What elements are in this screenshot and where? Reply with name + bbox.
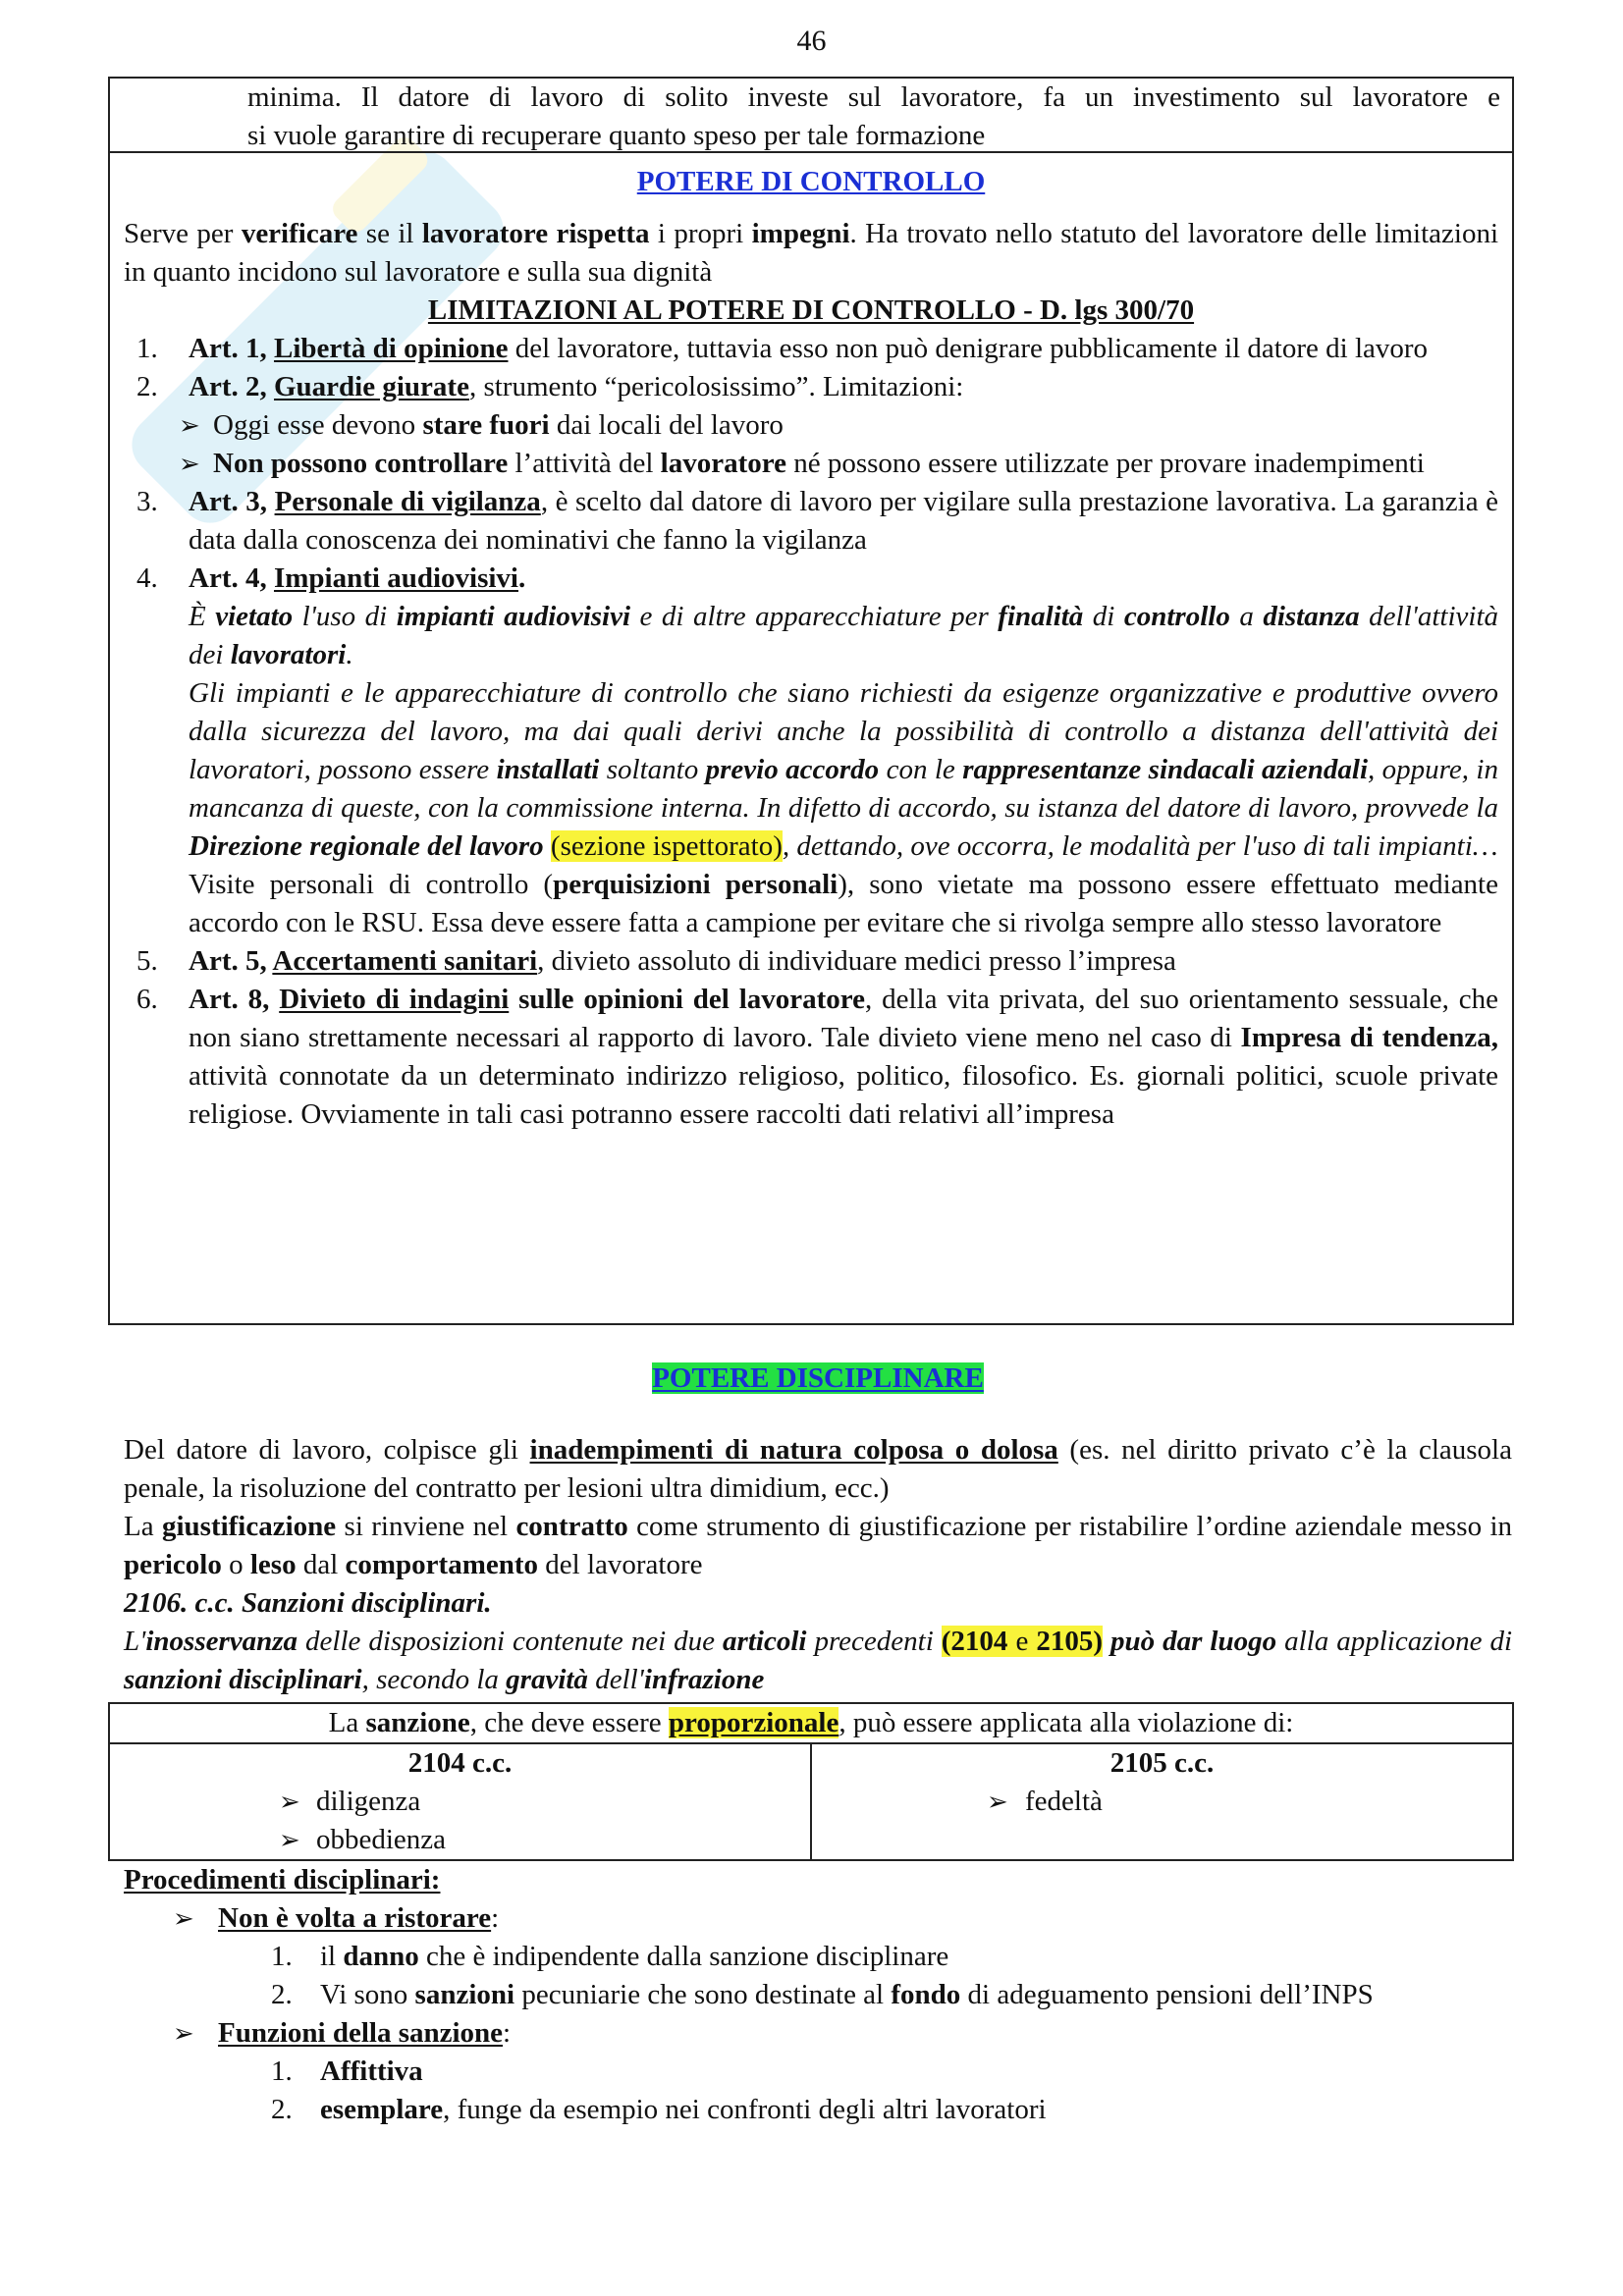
list-item: 6. Art. 8, Divieto di indagini sulle opinioni del lavoratore, della vita privata, del suo orientamento sessuale, che non siano strettamente necessari al rapporto di lavoro. Tale divieto viene meno nel caso di Impresa di tendenza, attività connotate da un determinato indirizzo religioso, politico, filosofico. Es. giornali politici, scuole private religiose. Ovviamente in tali casi potranno essere raccolti dati relativi all’impresa: [136, 984, 1498, 1130]
sub-bullet: ➢ Non possono controllare l’attività del lavoratore né possono essere utilizzate per provare inadempimenti: [124, 445, 1498, 483]
disciplinare-p1: Del datore di lavoro, colpisce gli inadempimenti di natura colposa o dolosa (es. nel diritto privato c’è la clausola penale, la risoluzione del contratto per lesioni ultra dimidium, ecc.): [124, 1434, 1512, 1504]
ristorare-list: [271, 1938, 1512, 2014]
funzioni-list: [271, 2053, 1512, 2129]
box-continuation: [108, 77, 1514, 153]
table-header: La sanzione, che deve essere proporzionale, può essere applicata alla violazione di:: [109, 1703, 1513, 1743]
arrow-bullet-icon: ➢: [179, 411, 200, 440]
page-number: 46: [796, 25, 827, 57]
controllo-title: POTERE DI CONTROLLO: [636, 166, 986, 197]
box-potere-controllo: [108, 151, 1514, 1325]
arrow-bullet-icon: ➢: [279, 1788, 300, 1816]
arrow-bullet-icon: ➢: [279, 1826, 300, 1854]
list-item: 2. esemplare, funge da esempio nei confronti degli altri lavoratori: [271, 2094, 1047, 2125]
art4-paragraph-1: È vietato l'uso di impianti audiovisivi e di altre apparecchiature per finalità di controllo a distanza dell'attività dei lavoratori.: [189, 601, 1498, 670]
arrow-bullet-icon: ➢: [173, 1904, 194, 1933]
controllo-intro: Serve per verificare se il lavoratore rispetta i propri impegni. Ha trovato nello statuto del lavoratore delle limitazioni in quanto incidono sul lavoratore e sulla sua dignità: [124, 218, 1499, 288]
list-item: 2. Art. 2, Guardie giurate, strumento “pericolosissimo”. Limitazioni: ➢ Oggi esse devono stare fuori dai locali del lavoro ➢ Non possono controllare l’attività del lavoratore né possono essere utilizzate per provare inadempimenti: [124, 368, 1498, 483]
disciplinare-section: [124, 1360, 1512, 1699]
procedimenti-section: [124, 1861, 1512, 2129]
list-item: ➢ obbedienza: [120, 1821, 800, 1859]
art4-paragraph-3: Visite personali di controllo (perquisizioni personali), sono vietate ma possono essere effettuato mediante accordo con le RSU. Essa deve essere fatta a campione per evitare che si rivolga sempre allo stesso lavoratore: [189, 869, 1498, 938]
list-item: 1. il danno che è indipendente dalla sanzione disciplinare: [271, 1941, 949, 1972]
list-item: 4. Art. 4, Impianti audiovisivi. È vietato l'uso di impianti audiovisivi e di altre apparecchiature per finalità di controllo a distanza dell'attività dei lavoratori. Gli impianti e le apparecchiature di controllo che siano richiesti da esigenze organizzative e produttive ovvero dalla sicurezza del lavoro, ma dai quali derivi anche la possibilità di controllo a distanza dell'attività dei lavoratori, possono essere installati soltanto previo accordo con le rappresentanze sindacali aziendali, oppure, in mancanza di queste, con la commissione interna. In difetto di accordo, su istanza del datore di lavoro, provvede la Direzione regionale del lavoro (sezione ispettorato), dettando, ove occorra, le modalità per l'uso di tali impianti… Visite personali di controllo (perquisizioni personali), sono vietate ma possono essere effettuato mediante accordo con le RSU. Essa deve essere fatta a campione per evitare che si rivolga sempre allo stesso lavoratore: [124, 560, 1498, 942]
box1-line1: minima. Il datore di lavoro di solito investe sul lavoratore, fa un investimento sul lavoratore e: [247, 81, 1500, 113]
art2106-text: L'inosservanza delle disposizioni contenute nei due articoli precedenti (2104 e 2105) può dar luogo alla applicazione di sanzioni disciplinari, secondo la gravità dell'infrazione: [124, 1626, 1513, 1695]
art4-paragraph-2: Gli impianti e le apparecchiature di controllo che siano richiesti da esigenze organizzative e produttive ovvero dalla sicurezza del lavoro, ma dai quali derivi anche la possibilità di controllo a distanza dell'attività dei lavoratori, possono essere installati soltanto previo accordo con le rappresentanze sindacali aziendali, oppure, in mancanza di queste, con la commissione interna. In difetto di accordo, su istanza del datore di lavoro, provvede la Direzione regionale del lavoro (sezione ispettorato), dettando, ove occorra, le modalità per l'uso di tali impianti…: [189, 677, 1498, 862]
limitazioni-list: [124, 330, 1498, 1134]
disciplinare-title: POTERE DISCIPLINARE: [652, 1362, 984, 1394]
list-item: 2. Vi sono sanzioni pecuniarie che sono destinate al fondo di adeguamento pensioni dell’INPS: [271, 1979, 1374, 2010]
arrow-bullet-icon: ➢: [173, 2019, 194, 2048]
sanzione-table: [108, 1702, 1514, 1861]
bullet-funzioni: ➢ Funzioni della sanzione:: [124, 2014, 1512, 2053]
procedimenti-title: Procedimenti disciplinari:: [124, 1864, 441, 1896]
controllo-subtitle: LIMITAZIONI AL POTERE DI CONTROLLO - D. lgs 300/70: [427, 294, 1195, 326]
list-item: 1. Art. 1, Libertà di opinione del lavoratore, tuttavia esso non può denigrare pubblicamente il datore di lavoro: [136, 333, 1429, 364]
table-cell-2105: 2105 c.c. ➢ fedeltà: [811, 1743, 1513, 1860]
art2106-title: 2106. c.c. Sanzioni disciplinari.: [124, 1587, 492, 1619]
list-item: ➢ fedeltà: [822, 1783, 1502, 1821]
list-item: 5. Art. 5, Accertamenti sanitari, divieto assoluto di individuare medici presso l’impresa: [136, 945, 1176, 977]
disciplinare-p2: La giustificazione si rinviene nel contratto come strumento di giustificazione per ristabilire l’ordine aziendale messo in pericolo o leso dal comportamento del lavoratore: [124, 1511, 1513, 1580]
box1-line2: si vuole garantire di recuperare quanto speso per tale formazione: [247, 120, 986, 151]
bullet-non-ristorare: ➢ Non è volta a ristorare:: [124, 1899, 1512, 1938]
sub-bullet: ➢ Oggi esse devono stare fuori dai locali del lavoro: [124, 406, 1498, 445]
arrow-bullet-icon: ➢: [987, 1788, 1008, 1816]
arrow-bullet-icon: ➢: [179, 450, 200, 478]
list-item: 1. Affittiva: [271, 2056, 423, 2087]
table-cell-2104: 2104 c.c. ➢ diligenza ➢ obbedienza: [109, 1743, 811, 1860]
list-item: 3. Art. 3, Personale di vigilanza, è scelto dal datore di lavoro per vigilare sulla prestazione lavorativa. La garanzia è data dalla conoscenza dei nominativi che fanno la vigilanza: [136, 486, 1498, 556]
list-item: ➢ diligenza: [120, 1783, 800, 1821]
